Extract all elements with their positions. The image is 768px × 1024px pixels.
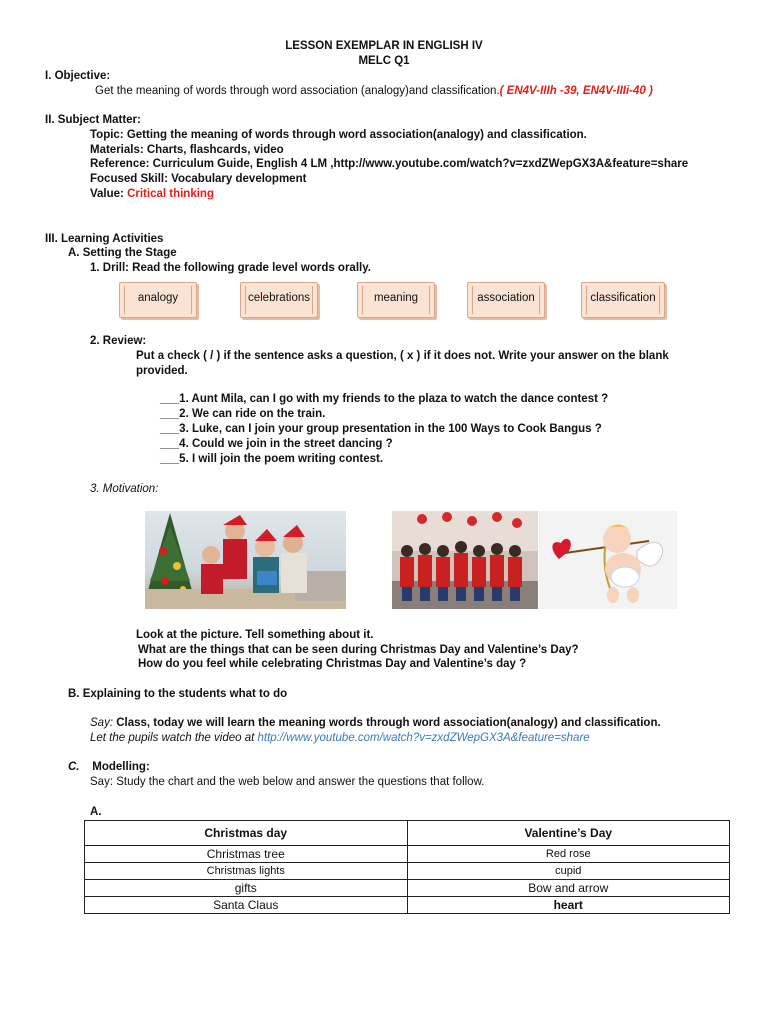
valentine-group-photo xyxy=(392,511,538,609)
subject-reference: Reference: Curriculum Guide, English 4 LM ,http://www.youtube.com/watch?v=zxdZWepGX3A&feature=share xyxy=(90,158,689,170)
review-instruction-1: Put a check ( / ) if the sentence asks a question, ( x ) if it does not. Write your answer on the blank xyxy=(136,350,669,362)
motivation-line: How do you feel while celebrating Christmas Day and Valentine’s day ? xyxy=(138,658,527,670)
association-table xyxy=(84,820,730,914)
table-cell: Red rose xyxy=(407,846,730,863)
word-card-label: celebrations xyxy=(247,292,310,304)
value-text: Critical thinking xyxy=(127,188,214,200)
word-card-analogy xyxy=(119,282,197,318)
word-card-label: classification xyxy=(590,292,656,304)
explaining-heading: B. Explaining to the students what to do xyxy=(68,688,288,700)
table-cell: cupid xyxy=(407,863,730,880)
motivation-label: 3. Motivation: xyxy=(90,483,159,495)
table-cell: Santa Claus xyxy=(85,897,408,914)
objective-body: Get the meaning of words through word association (analogy)and classification. xyxy=(95,85,500,97)
motivation-line: Look at the picture. Tell something about it. xyxy=(136,629,374,641)
objective-text xyxy=(95,85,653,97)
subject-value xyxy=(90,188,214,200)
drill-instruction: 1. Drill: Read the following grade level words orally. xyxy=(90,262,371,274)
review-item: ___3. Luke, can I join your group presentation in the 100 Ways to Cook Bangus ? xyxy=(160,423,602,435)
modelling-title: Modelling: xyxy=(92,761,150,773)
table-row xyxy=(85,880,730,897)
review-item: ___1. Aunt Mila, can I go with my friends to the plaza to watch the dance contest ? xyxy=(160,393,609,405)
document-title: LESSON EXEMPLAR IN ENGLISH IV xyxy=(285,40,483,52)
word-card-meaning xyxy=(357,282,435,318)
motivation-line: What are the things that can be seen during Christmas Day and Valentine’s Day? xyxy=(138,644,579,656)
say-text: Class, today we will learn the meaning words through word association(analogy) and classification. xyxy=(116,717,661,729)
table-cell: Christmas tree xyxy=(85,846,408,863)
word-card-association xyxy=(467,282,545,318)
table-header-christmas: Christmas day xyxy=(85,821,408,846)
table-row xyxy=(85,897,730,914)
modelling-letter: C. xyxy=(68,761,80,773)
modelling-say: Say: Study the chart and the web below and answer the questions that follow. xyxy=(90,776,485,788)
activities-heading: III. Learning Activities xyxy=(45,233,164,245)
table-cell: Christmas lights xyxy=(85,863,408,880)
value-label: Value: xyxy=(90,188,128,200)
review-item: ___4. Could we join in the street dancing ? xyxy=(160,438,393,450)
table-row xyxy=(85,846,730,863)
explaining-video xyxy=(90,732,590,744)
video-text: Let the pupils watch the video at xyxy=(90,732,258,744)
objective-code: ( EN4V-IIIh -39, EN4V-IIIi-40 ) xyxy=(499,85,653,97)
objective-heading: I. Objective: xyxy=(45,70,111,82)
table-cell: heart xyxy=(407,897,730,914)
table-header-valentine: Valentine’s Day xyxy=(407,821,730,846)
document-subtitle: MELC Q1 xyxy=(358,55,410,67)
table-cell: gifts xyxy=(85,880,408,897)
table-cell: Bow and arrow xyxy=(407,880,730,897)
video-link[interactable]: http://www.youtube.com/watch?v=zxdZWepGX3A&feature=share xyxy=(257,732,590,744)
subject-topic: Topic: Getting the meaning of words through word association(analogy) and classification. xyxy=(90,129,587,141)
word-card-label: meaning xyxy=(373,292,419,304)
table-row xyxy=(85,863,730,880)
modelling-heading xyxy=(68,761,150,773)
modelling-label: A. xyxy=(90,806,102,818)
subject-materials: Materials: Charts, flashcards, video xyxy=(90,144,284,156)
subject-skill: Focused Skill: Vocabulary development xyxy=(90,173,307,185)
review-item: ___5. I will join the poem writing contest. xyxy=(160,453,384,465)
word-card-classification xyxy=(581,282,665,318)
setting-stage-heading: A. Setting the Stage xyxy=(68,247,177,259)
word-card-label: analogy xyxy=(137,292,179,304)
table-header-row xyxy=(85,821,730,846)
review-item: ___2. We can ride on the train. xyxy=(160,408,326,420)
explaining-say xyxy=(90,717,661,729)
subject-matter-heading: II. Subject Matter: xyxy=(45,114,141,126)
review-instruction-2: provided. xyxy=(136,365,188,377)
review-label: 2. Review: xyxy=(90,335,147,347)
word-card-label: association xyxy=(477,292,535,304)
cupid-icon xyxy=(539,511,677,609)
cupid-image xyxy=(539,511,677,609)
christmas-family-photo xyxy=(145,511,346,609)
word-card-celebrations xyxy=(240,282,318,318)
say-label: Say: xyxy=(90,717,117,729)
